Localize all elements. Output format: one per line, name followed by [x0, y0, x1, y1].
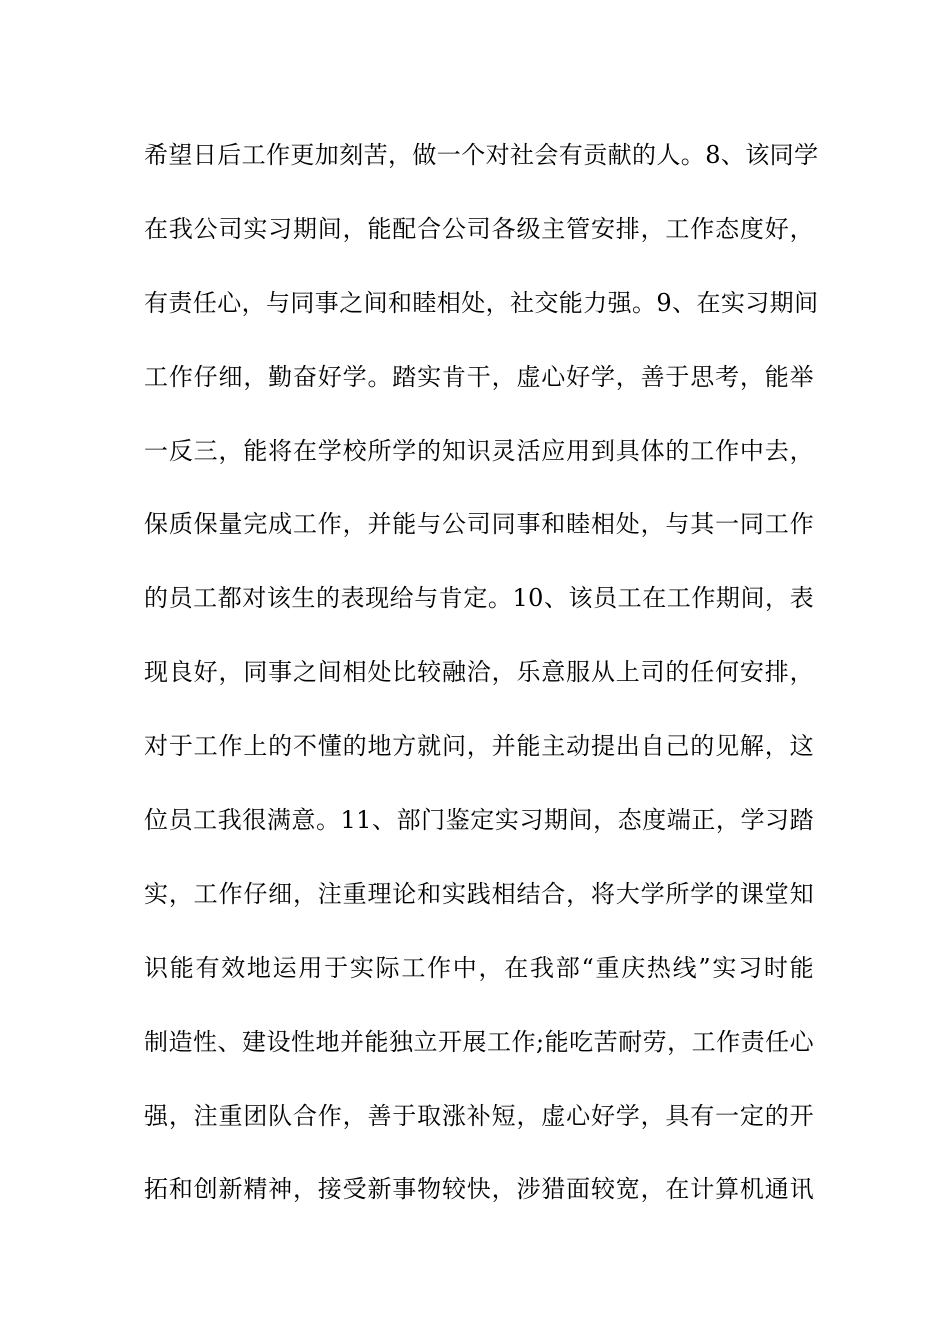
text-line: 保质保量完成工作，并能与公司同事和睦相处，与其一同工作 — [144, 510, 814, 539]
text-line: 工作仔细，勤奋好学。踏实肯干，虚心好学，善于思考，能举 — [144, 362, 814, 391]
body-text — [144, 128, 819, 1236]
text-line: 对于工作上的不懂的地方就问，并能主动提出自己的见解，这 — [144, 732, 814, 761]
text-line: 识能有效地运用于实际工作中，在我部“重庆热线”实习时能 — [144, 953, 814, 982]
text-line: 现良好，同事之间相处比较融洽，乐意服从上司的任何安排， — [144, 658, 814, 687]
text-line: 制造性、建设性地并能独立开展工作;能吃苦耐劳，工作责任心 — [144, 1027, 814, 1056]
text-line: 在我公司实习期间，能配合公司各级主管安排，工作态度好， — [144, 214, 814, 243]
text-line: 的员工都对该生的表现给与肯定。10、该员工在工作期间，表 — [144, 584, 814, 613]
text-line: 希望日后工作更加刻苦，做一个对社会有贡献的人。8、该同学 — [144, 141, 819, 169]
text-line: 位员工我很满意。11、部门鉴定实习期间，态度端正，学习踏 — [144, 806, 814, 835]
text-line: 有责任心，与同事之间和睦相处，社交能力强。9、在实习期间 — [144, 288, 819, 317]
text-line: 一反三，能将在学校所学的知识灵活应用到具体的工作中去， — [144, 436, 814, 465]
text-line: 拓和创新精神，接受新事物较快，涉猎面较宽，在计算机通讯 — [144, 1175, 814, 1204]
text-line: 实，工作仔细，注重理论和实践相结合，将大学所学的课堂知 — [144, 879, 814, 908]
text-line: 强，注重团队合作，善于取涨补短，虚心好学，具有一定的开 — [144, 1101, 814, 1130]
